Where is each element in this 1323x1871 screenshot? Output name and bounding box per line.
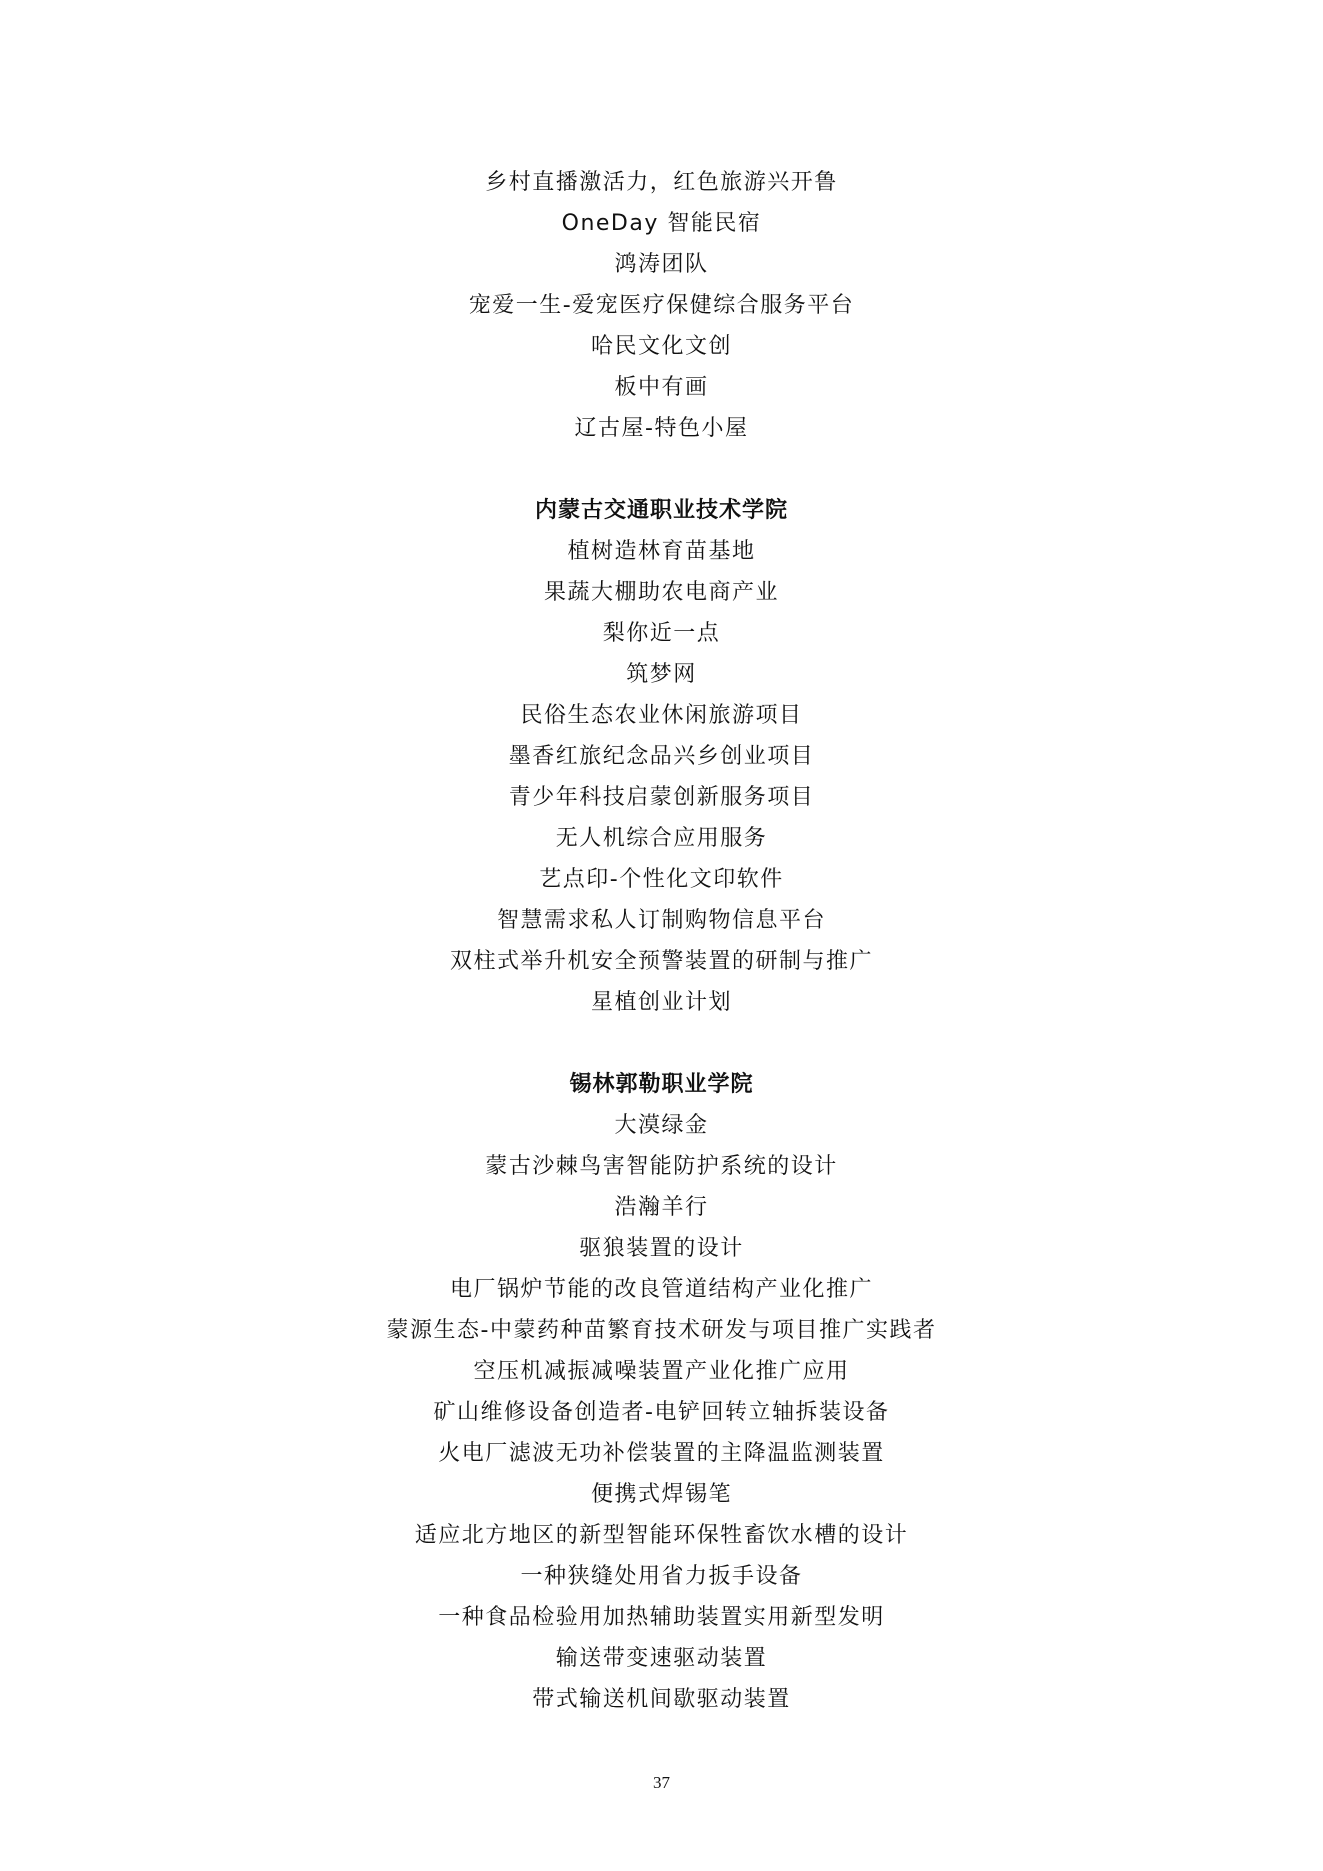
project-list <box>0 531 1323 1023</box>
list-item: 筑梦网 <box>626 662 697 687</box>
list-item: 艺点印-个性化文印软件 <box>539 867 784 892</box>
project-list-section <box>0 162 1323 449</box>
list-item: 火电厂滤波无功补偿装置的主降温监测装置 <box>438 1441 885 1466</box>
project-list <box>0 1105 1323 1720</box>
list-item: 墨香红旅纪念品兴乡创业项目 <box>508 744 815 769</box>
list-item: 无人机综合应用服务 <box>555 826 768 851</box>
list-item: 果蔬大棚助农电商产业 <box>543 580 779 605</box>
page-number: 37 <box>653 1773 670 1792</box>
project-list <box>0 162 1323 449</box>
college-section-transport <box>0 490 1323 1023</box>
list-item: 浩瀚羊行 <box>614 1195 709 1220</box>
list-item: 带式输送机间歇驱动装置 <box>532 1687 791 1712</box>
list-item: 宠爱一生-爱宠医疗保健综合服务平台 <box>468 293 855 318</box>
list-item: 青少年科技启蒙创新服务项目 <box>508 785 815 810</box>
section-heading: 锡林郭勒职业学院 <box>569 1072 754 1097</box>
list-item: 蒙古沙棘鸟害智能防护系统的设计 <box>485 1154 838 1179</box>
list-item: 乡村直播激活力，红色旅游兴开鲁 <box>485 170 838 195</box>
list-item: 智慧需求私人订制购物信息平台 <box>496 908 826 933</box>
list-item: 辽古屋-特色小屋 <box>574 416 749 441</box>
college-section-xilingol <box>0 1064 1323 1720</box>
list-item: 民俗生态农业休闲旅游项目 <box>520 703 803 728</box>
list-item: 输送带变速驱动装置 <box>555 1646 768 1671</box>
document-page <box>0 162 1323 1720</box>
list-item: 蒙源生态-中蒙药种苗繁育技术研发与项目推广实践者 <box>386 1318 937 1343</box>
list-item: 鸿涛团队 <box>614 252 709 277</box>
list-item: 星植创业计划 <box>590 990 732 1015</box>
list-item: 植树造林育苗基地 <box>567 539 756 564</box>
list-item: 一种食品检验用加热辅助装置实用新型发明 <box>438 1605 885 1630</box>
list-item: 一种狭缝处用省力扳手设备 <box>520 1564 803 1589</box>
list-item: 板中有画 <box>614 375 709 400</box>
list-item: 双柱式举升机安全预警装置的研制与推广 <box>449 949 873 974</box>
list-item: 电厂锅炉节能的改良管道结构产业化推广 <box>449 1277 873 1302</box>
list-item: 哈民文化文创 <box>590 334 732 359</box>
list-item: 矿山维修设备创造者-电铲回转立轴拆装设备 <box>433 1400 890 1425</box>
list-item: 梨你近一点 <box>602 621 721 646</box>
list-item: 适应北方地区的新型智能环保牲畜饮水槽的设计 <box>414 1523 909 1548</box>
section-heading: 内蒙古交通职业技术学院 <box>534 498 788 523</box>
list-item: 大漠绿金 <box>614 1113 709 1138</box>
list-item: 驱狼装置的设计 <box>579 1236 744 1261</box>
list-item: OneDay 智能民宿 <box>561 211 762 236</box>
list-item: 便携式焊锡笔 <box>590 1482 732 1507</box>
list-item: 空压机减振减噪装置产业化推广应用 <box>473 1359 850 1384</box>
